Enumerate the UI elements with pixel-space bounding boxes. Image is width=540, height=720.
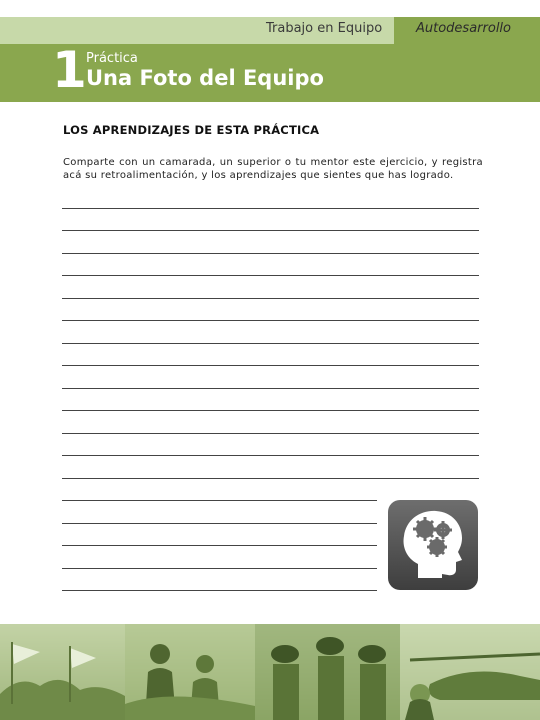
top-bar — [0, 0, 540, 44]
writing-line[interactable] — [62, 320, 479, 321]
writing-line[interactable] — [62, 343, 479, 344]
writing-line[interactable] — [62, 545, 377, 546]
writing-line[interactable] — [62, 208, 479, 209]
writing-line[interactable] — [62, 455, 479, 456]
writing-line[interactable] — [62, 433, 479, 434]
writing-line[interactable] — [62, 230, 479, 231]
head-gears-icon — [388, 500, 478, 590]
footer-photo-collage — [0, 624, 540, 720]
writing-line[interactable] — [62, 253, 479, 254]
page-title: Una Foto del Equipo — [86, 66, 324, 90]
writing-line[interactable] — [62, 388, 479, 389]
practice-header — [0, 41, 540, 102]
writing-line[interactable] — [62, 478, 479, 479]
writing-line[interactable] — [62, 365, 479, 366]
practice-kicker: Práctica — [86, 51, 138, 66]
category-label: Autodesarrollo — [416, 21, 511, 36]
writing-line[interactable] — [62, 568, 377, 569]
writing-line[interactable] — [62, 500, 377, 501]
writing-line[interactable] — [62, 410, 479, 411]
writing-line[interactable] — [62, 590, 377, 591]
practice-number: 1 — [52, 41, 87, 99]
writing-line[interactable] — [62, 298, 479, 299]
section-name: Trabajo en Equipo — [266, 21, 383, 36]
section-title: LOS APRENDIZAJES DE ESTA PRÁCTICA — [63, 123, 320, 137]
writing-line[interactable] — [62, 523, 377, 524]
category-tab — [394, 17, 540, 44]
instructions-text: Comparte con un camarada, un superior o tu mentor este ejercicio, y registra acá su retroalimentación, y los aprendizajes que sientes que has logrado. — [63, 157, 483, 181]
writing-line[interactable] — [62, 275, 479, 276]
